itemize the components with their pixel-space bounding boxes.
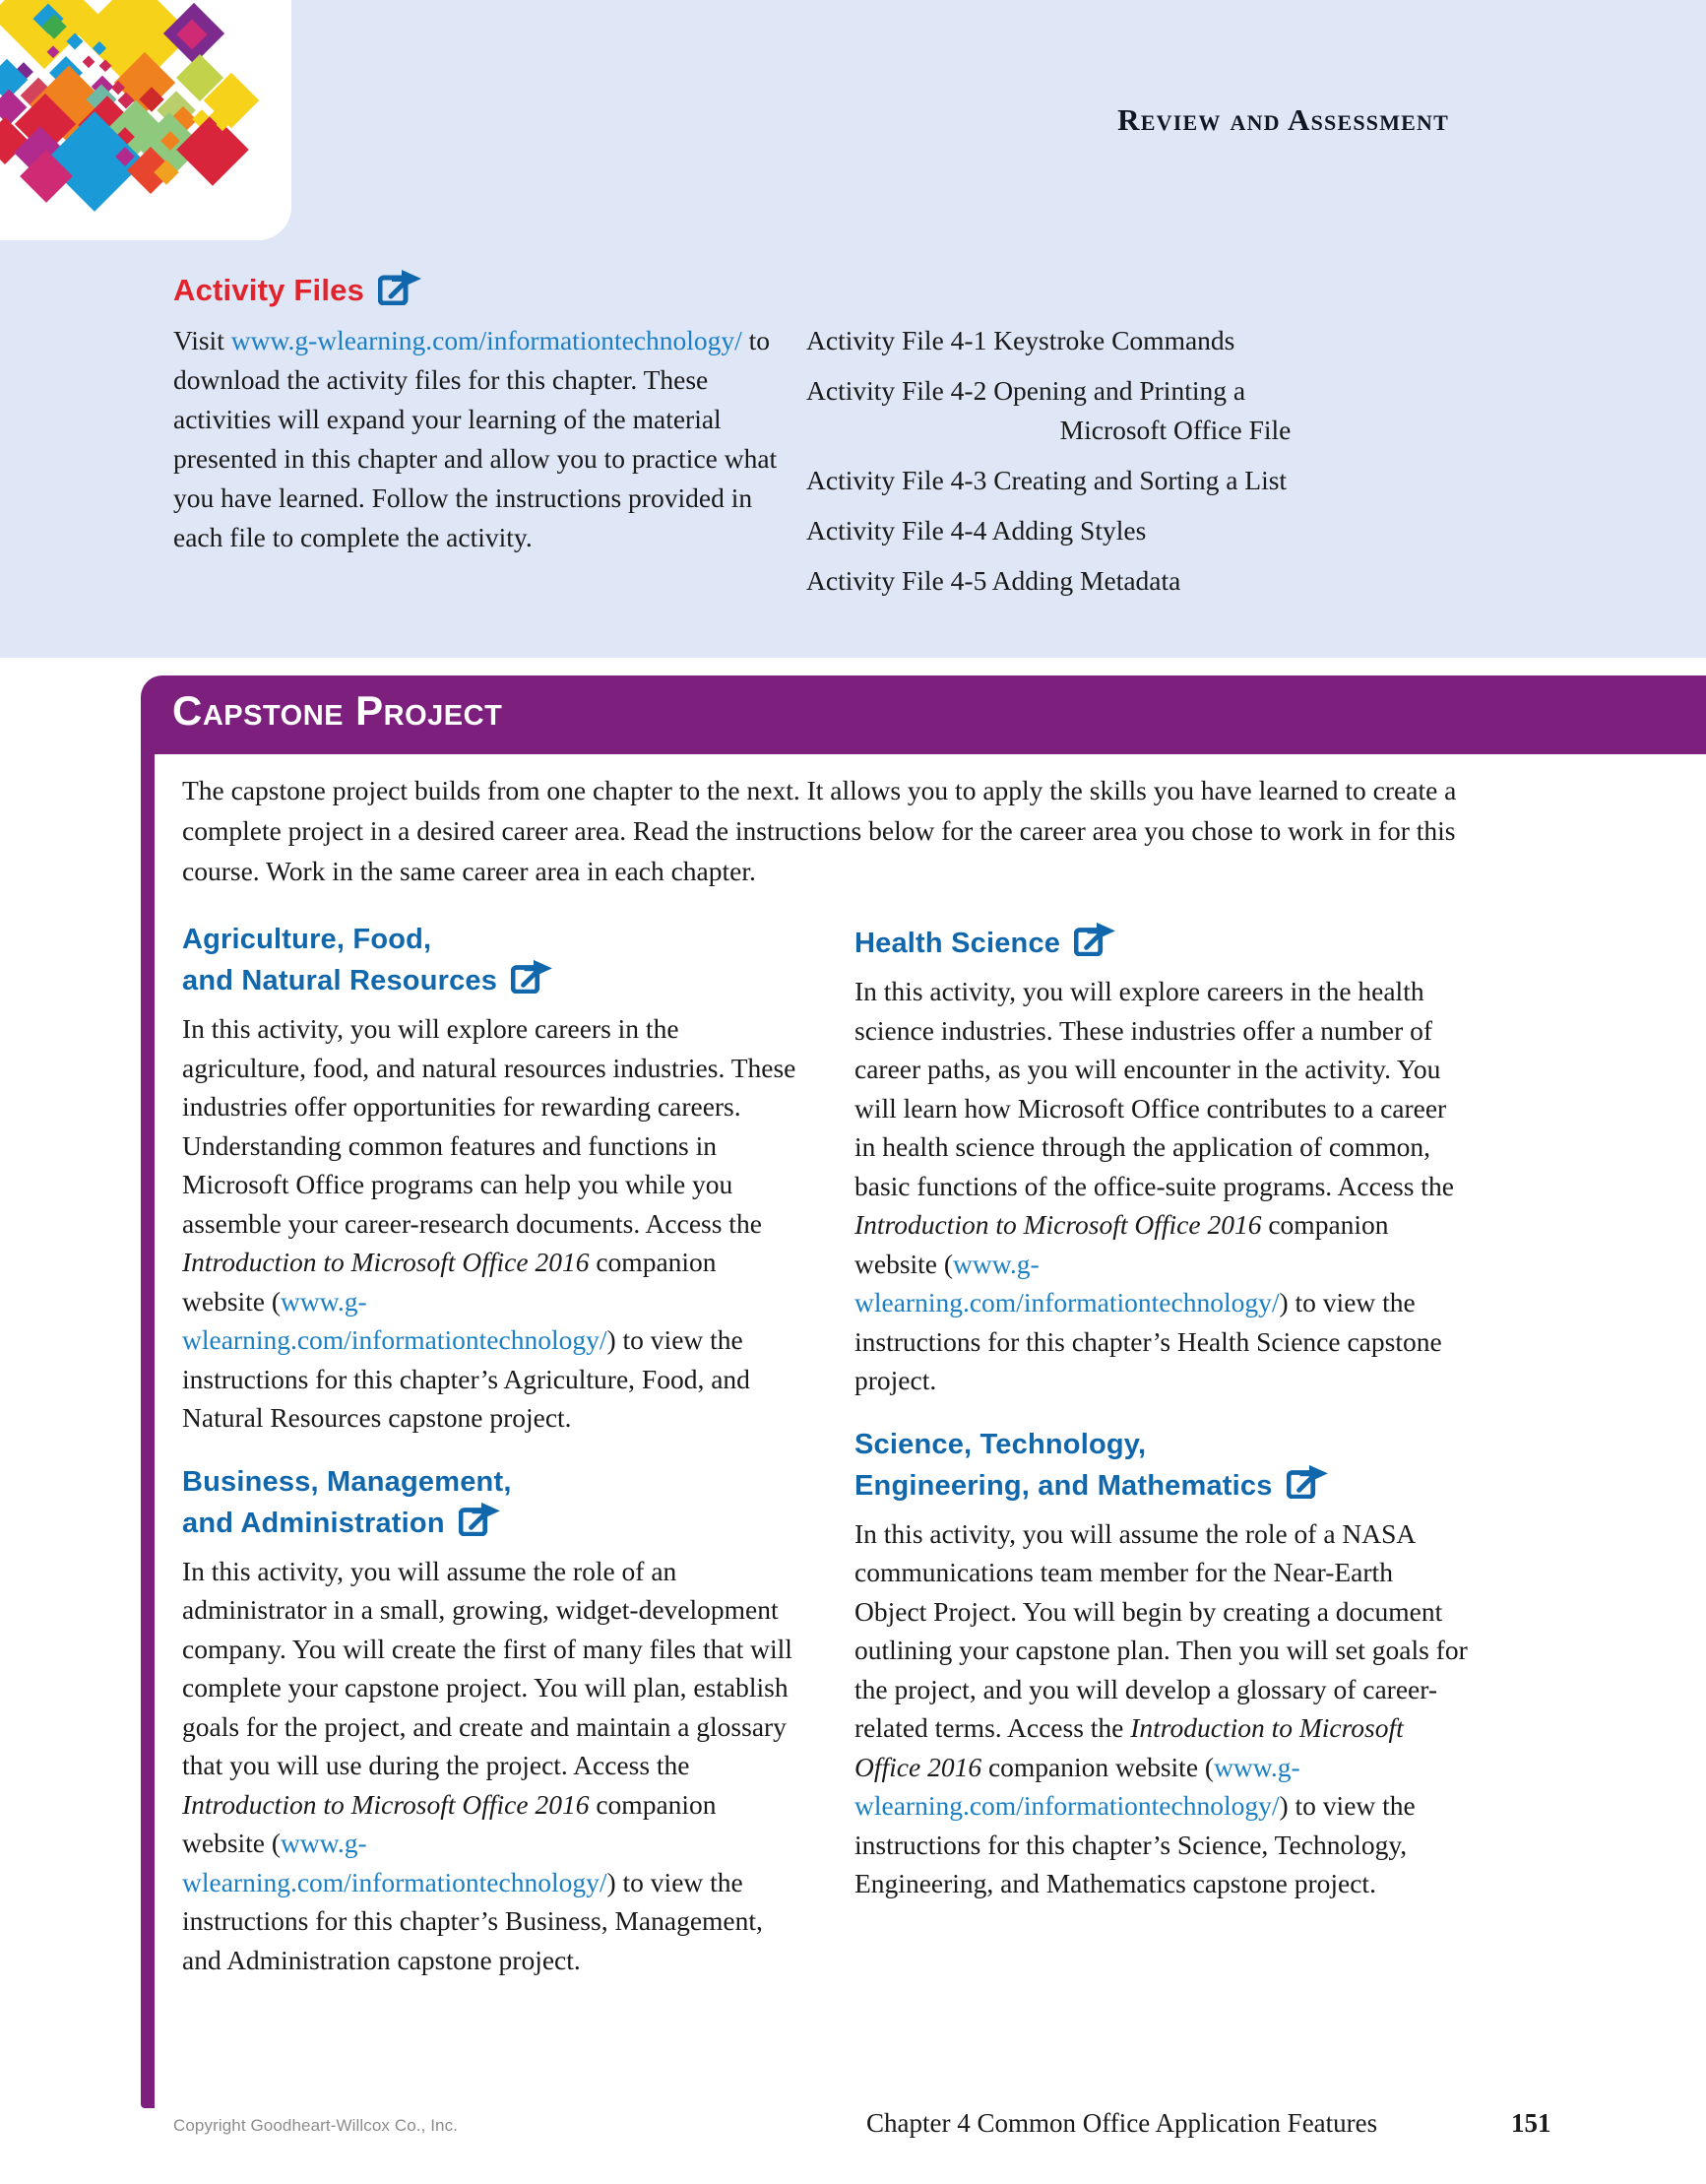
capstone-left-rail bbox=[141, 754, 155, 2108]
companion-website-link[interactable]: www.g-wlearning.com/informationtechnology/ bbox=[182, 1285, 607, 1355]
list-item bbox=[806, 461, 1436, 500]
page-footer bbox=[0, 2102, 1706, 2161]
heading-line-1: Science, Technology, bbox=[854, 1428, 1147, 1460]
body-part-1: In this activity, you will explore careers in the health science industries. These industries offer a number of career paths, as you will encounter in the activity. You will learn how Microsoft Office contributes to a career in health science through the application of common, basic functions of the office-suite programs. Access the bbox=[854, 976, 1454, 1201]
companion-website-link[interactable]: www.g-wlearning.com/informationtechnology/ bbox=[182, 1828, 607, 1897]
list-item bbox=[806, 321, 1436, 360]
heading-line-1: Business, Management, bbox=[182, 1465, 512, 1498]
capstone-intro-paragraph: The capstone project builds from one chapter to the next. It allows you to apply the skills you have learned to create a complete project in a desired career area. Read the instructions below for the career area you chose to work in for this course. Work in the same career area in each chapter. bbox=[182, 775, 1457, 886]
activity-file-label: Activity File 4-1 Keystroke Commands bbox=[806, 325, 1235, 355]
activity-files-list bbox=[806, 321, 1436, 611]
external-link-icon[interactable] bbox=[1074, 921, 1117, 966]
body-part-2: companion website ( bbox=[981, 1751, 1215, 1782]
activity-files-intro bbox=[173, 321, 806, 611]
heading-line-2: and Natural Resources bbox=[182, 965, 498, 996]
external-link-icon[interactable] bbox=[378, 268, 423, 313]
intro-prefix: Visit bbox=[173, 325, 231, 355]
heading-line-2: Engineering, and Mathematics bbox=[854, 1469, 1273, 1502]
section-body-business bbox=[182, 1552, 797, 1980]
capstone-project-panel bbox=[141, 675, 1706, 2108]
external-link-icon[interactable] bbox=[1287, 1463, 1330, 1509]
running-head: Review and Assessment bbox=[1117, 102, 1449, 137]
body-part-2: companion website ( bbox=[182, 1247, 717, 1317]
body-part-1: In this activity, you will assume the role of a NASA communications team member for the Near-Earth Object Project. You will begin by creating a document outlining your capstone plan. Then you will set goals for the project, and you will develop a glossary of career-related terms. Access the bbox=[854, 1517, 1468, 1743]
book-title: Introduction to Microsoft Office 2016 bbox=[854, 1712, 1404, 1782]
capstone-column-right bbox=[854, 921, 1470, 2005]
copyright-notice: Copyright Goodheart-Willcox Co., Inc. bbox=[173, 2116, 459, 2135]
section-heading-business bbox=[182, 1463, 797, 1546]
list-item bbox=[806, 561, 1436, 601]
external-link-icon[interactable] bbox=[511, 958, 554, 1003]
book-title: Introduction to Microsoft Office 2016 bbox=[182, 1788, 590, 1820]
activity-files-intro-paragraph bbox=[173, 321, 789, 557]
external-link-icon[interactable] bbox=[459, 1501, 502, 1546]
book-title: Introduction to Microsoft Office 2016 bbox=[854, 1209, 1262, 1240]
companion-website-link[interactable]: www.g-wlearning.com/informationtechnology/ bbox=[854, 1751, 1300, 1821]
heading-line-1: Health Science bbox=[854, 928, 1061, 959]
activity-file-label: Activity File 4-4 Adding Styles bbox=[806, 515, 1147, 546]
section-heading-health-science bbox=[854, 921, 1470, 966]
activity-files-url-link[interactable]: www.g-wlearning.com/informationtechnology/ bbox=[230, 325, 742, 355]
body-part-1: In this activity, you will assume the role of an administrator in a small, growing, widget-development company. You will create the first of many files that will complete your capstone project. You will plan, establish goals for the project, and create and maintain a glossary that you will use during the project. Access the bbox=[182, 1555, 792, 1780]
activity-files-heading-label: Activity Files bbox=[173, 273, 365, 307]
body-part-3: ) to view the instructions for this chapter’s Health Science capstone project. bbox=[854, 1287, 1442, 1395]
section-body-health-science bbox=[854, 972, 1470, 1400]
page-number: 151 bbox=[1511, 2108, 1551, 2138]
companion-website-link[interactable]: www.g-wlearning.com/informationtechnology/ bbox=[854, 1248, 1280, 1317]
body-part-1: In this activity, you will explore careers in the agriculture, food, and natural resources industries. These industries offer opportunities for rewarding careers. Understanding common features and functions in Microsoft Office programs can help you while you assemble your career-research documents. Access the bbox=[182, 1013, 796, 1239]
activity-file-label: Activity File 4-3 Creating and Sorting a List bbox=[806, 465, 1288, 495]
section-heading-stem bbox=[854, 1426, 1470, 1509]
activity-files-section bbox=[173, 268, 1453, 611]
body-part-2: companion website ( bbox=[182, 1788, 717, 1858]
intro-rest: to download the activity files for this chapter. These activities will expand your learning of the material presented in this chapter and allow you to practice what you have learned. Follow the instructions provided in each file to complete the activity. bbox=[173, 325, 778, 552]
activity-file-label: Activity File 4-5 Adding Metadata bbox=[806, 565, 1181, 596]
activity-file-label-continuation: Microsoft Office File bbox=[1059, 415, 1292, 445]
capstone-column-left bbox=[182, 921, 797, 2005]
body-part-3: ) to view the instructions for this chapter’s Agriculture, Food, and Natural Resources capstone project. bbox=[182, 1324, 750, 1433]
section-heading-agriculture bbox=[182, 921, 797, 1003]
body-part-2: companion website ( bbox=[854, 1209, 1389, 1279]
capstone-title: Capstone Project bbox=[172, 687, 503, 734]
body-part-3: ) to view the instructions for this chapter’s Business, Management, and Administration capstone project. bbox=[182, 1866, 763, 1975]
list-item bbox=[806, 511, 1436, 550]
activity-files-heading bbox=[173, 268, 1453, 313]
book-title: Introduction to Microsoft Office 2016 bbox=[182, 1247, 590, 1277]
section-body-stem bbox=[854, 1514, 1470, 1903]
heading-line-1: Agriculture, Food, bbox=[182, 924, 432, 955]
heading-line-2: and Administration bbox=[182, 1507, 445, 1539]
capstone-body bbox=[182, 770, 1600, 2005]
section-body-agriculture bbox=[182, 1009, 797, 1438]
body-part-3: ) to view the instructions for this chapter’s Science, Technology, Engineering, and Mathematics capstone project. bbox=[854, 1790, 1416, 1898]
list-item bbox=[806, 371, 1436, 450]
chapter-title-footer: Chapter 4 Common Office Application Features bbox=[866, 2108, 1378, 2138]
activity-file-label: Activity File 4-2 Opening and Printing a bbox=[806, 375, 1246, 406]
